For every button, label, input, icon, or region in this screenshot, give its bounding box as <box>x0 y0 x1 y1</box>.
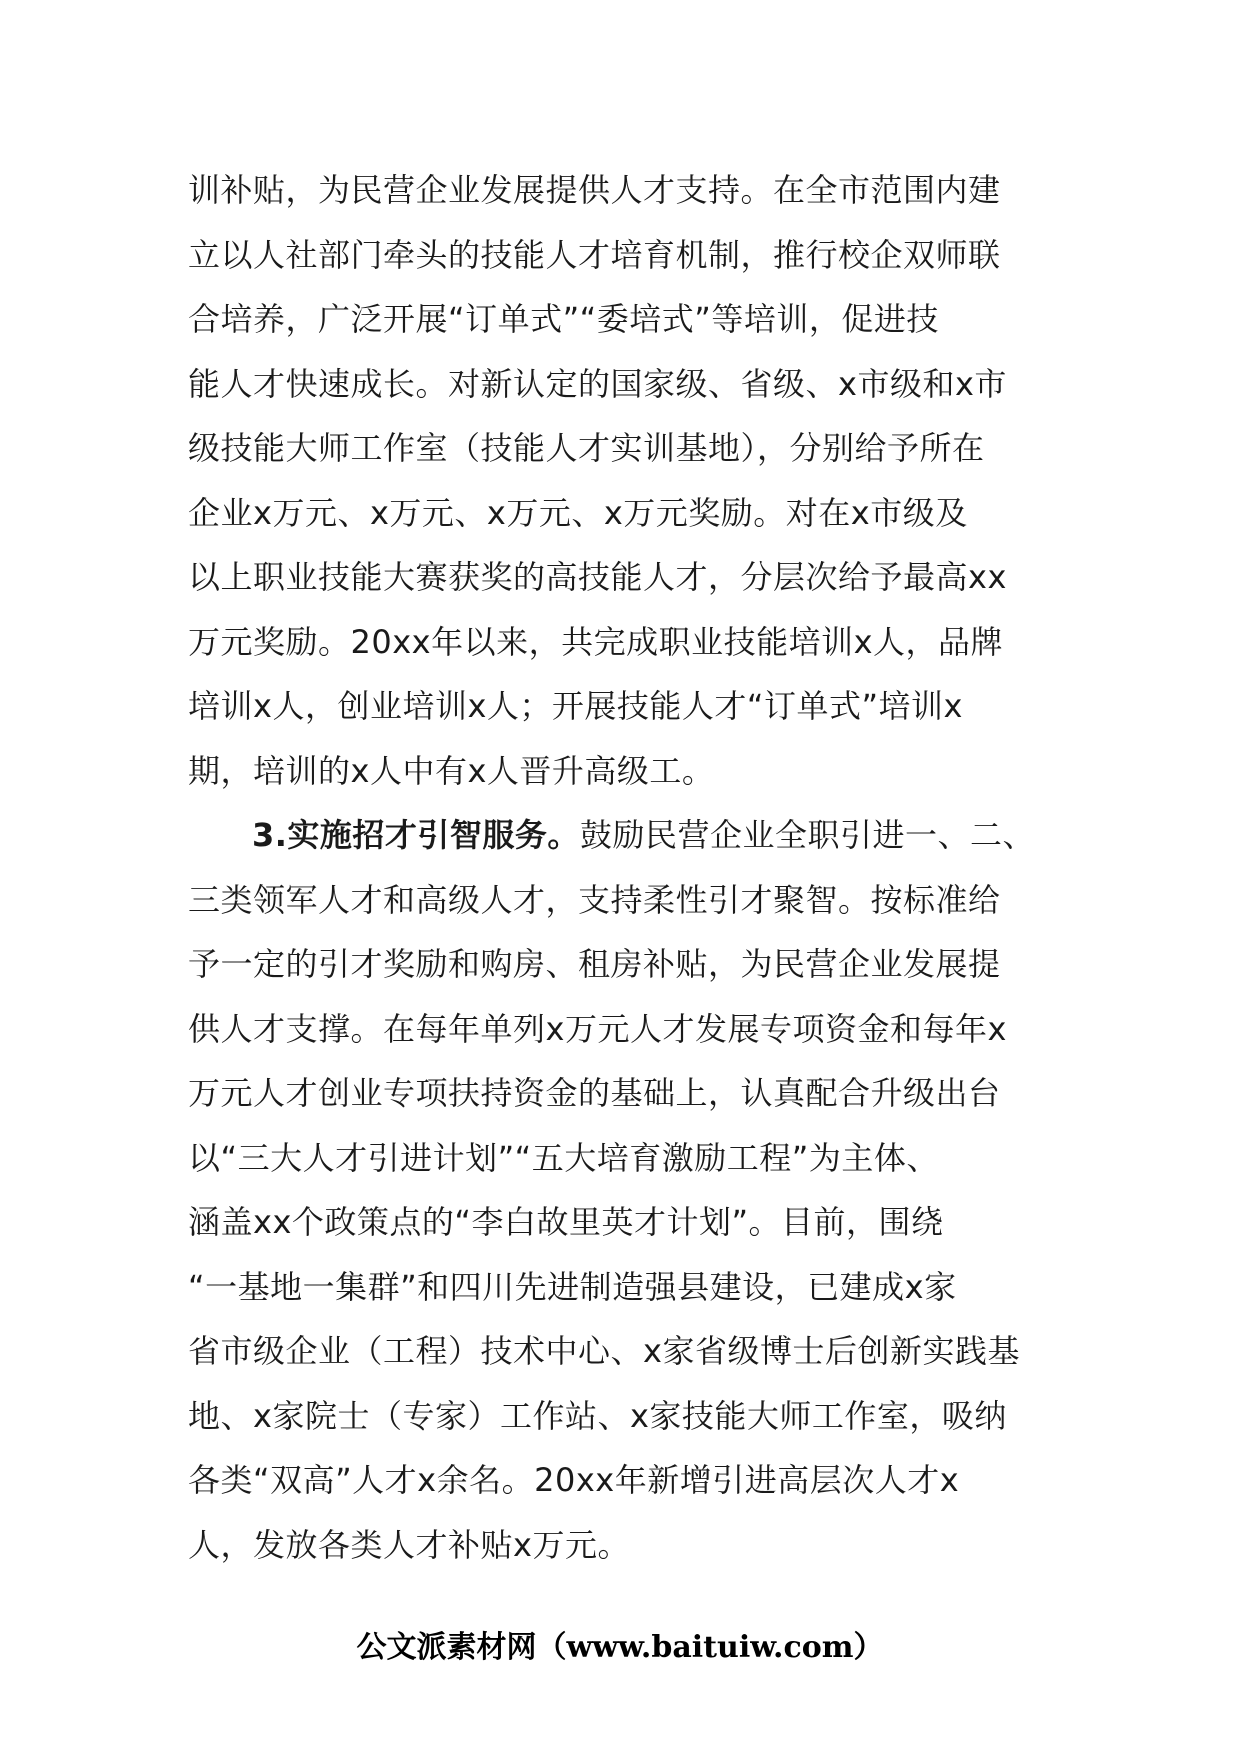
document-body <box>188 158 1058 1577</box>
text-line: 万元奖励。20xx年以来，共完成职业技能培训x人，品牌 <box>188 622 1004 661</box>
text-line: 地、x家院士（专家）工作站、x家技能大师工作室，吸纳 <box>188 1396 1007 1435</box>
text-line: 能人才快速成长。对新认定的国家级、省级、x市级和x市 <box>188 364 1007 403</box>
text-line: 期，培训的x人中有x人晋升高级工。 <box>188 751 715 790</box>
text-line: 三类领军人才和高级人才，支持柔性引才聚智。按标准给 <box>188 880 1001 919</box>
text-line: 以上职业技能大赛获奖的高技能人才，分层次给予最高xx <box>188 558 1007 596</box>
text-line: 培训x人，创业培训x人；开展技能人才“订单式”培训x <box>188 687 963 725</box>
section-heading-line <box>188 803 1058 868</box>
text-line: 涵盖xx个政策点的“李白故里英才计划”。目前，围绕 <box>188 1203 944 1241</box>
section-heading-text: 鼓励民营企业全职引进一、二、 <box>579 816 1035 854</box>
text-line: 各类“双高”人才x余名。20xx年新增引进高层次人才x <box>188 1461 960 1499</box>
text-line: “一基地一集群”和四川先进制造强县建设，已建成x家 <box>188 1267 957 1306</box>
text-line: 予一定的引才奖励和购房、租房补贴，为民营企业发展提 <box>188 945 1001 983</box>
footer-watermark: 公文派素材网（www.baituiw.com） <box>356 1630 884 1665</box>
text-line: 万元人才创业专项扶持资金的基础上，认真配合升级出台 <box>188 1074 1001 1112</box>
text-line: 以“三大人才引进计划”“五大培育激励工程”为主体、 <box>188 1138 939 1177</box>
text-line: 合培养，广泛开展“订单式”“委培式”等培训，促进技 <box>188 300 939 338</box>
text-line: 企业x万元、x万元、x万元、x万元奖励。对在x市级及 <box>188 493 968 532</box>
text-line: 立以人社部门牵头的技能人才培育机制，推行校企双师联 <box>188 235 1001 274</box>
text-line: 训补贴，为民营企业发展提供人才支持。在全市范围内建 <box>188 171 1001 209</box>
text-line: 省市级企业（工程）技术中心、x家省级博士后创新实践基 <box>188 1332 1020 1370</box>
section-heading: 3.实施招才引智服务。 <box>252 816 580 854</box>
text-line: 人，发放各类人才补贴x万元。 <box>188 1525 630 1564</box>
text-line: 供人才支撑。在每年单列x万元人才发展专项资金和每年x <box>188 1009 1007 1048</box>
text-line: 级技能大师工作室（技能人才实训基地），分别给予所在 <box>188 429 985 467</box>
